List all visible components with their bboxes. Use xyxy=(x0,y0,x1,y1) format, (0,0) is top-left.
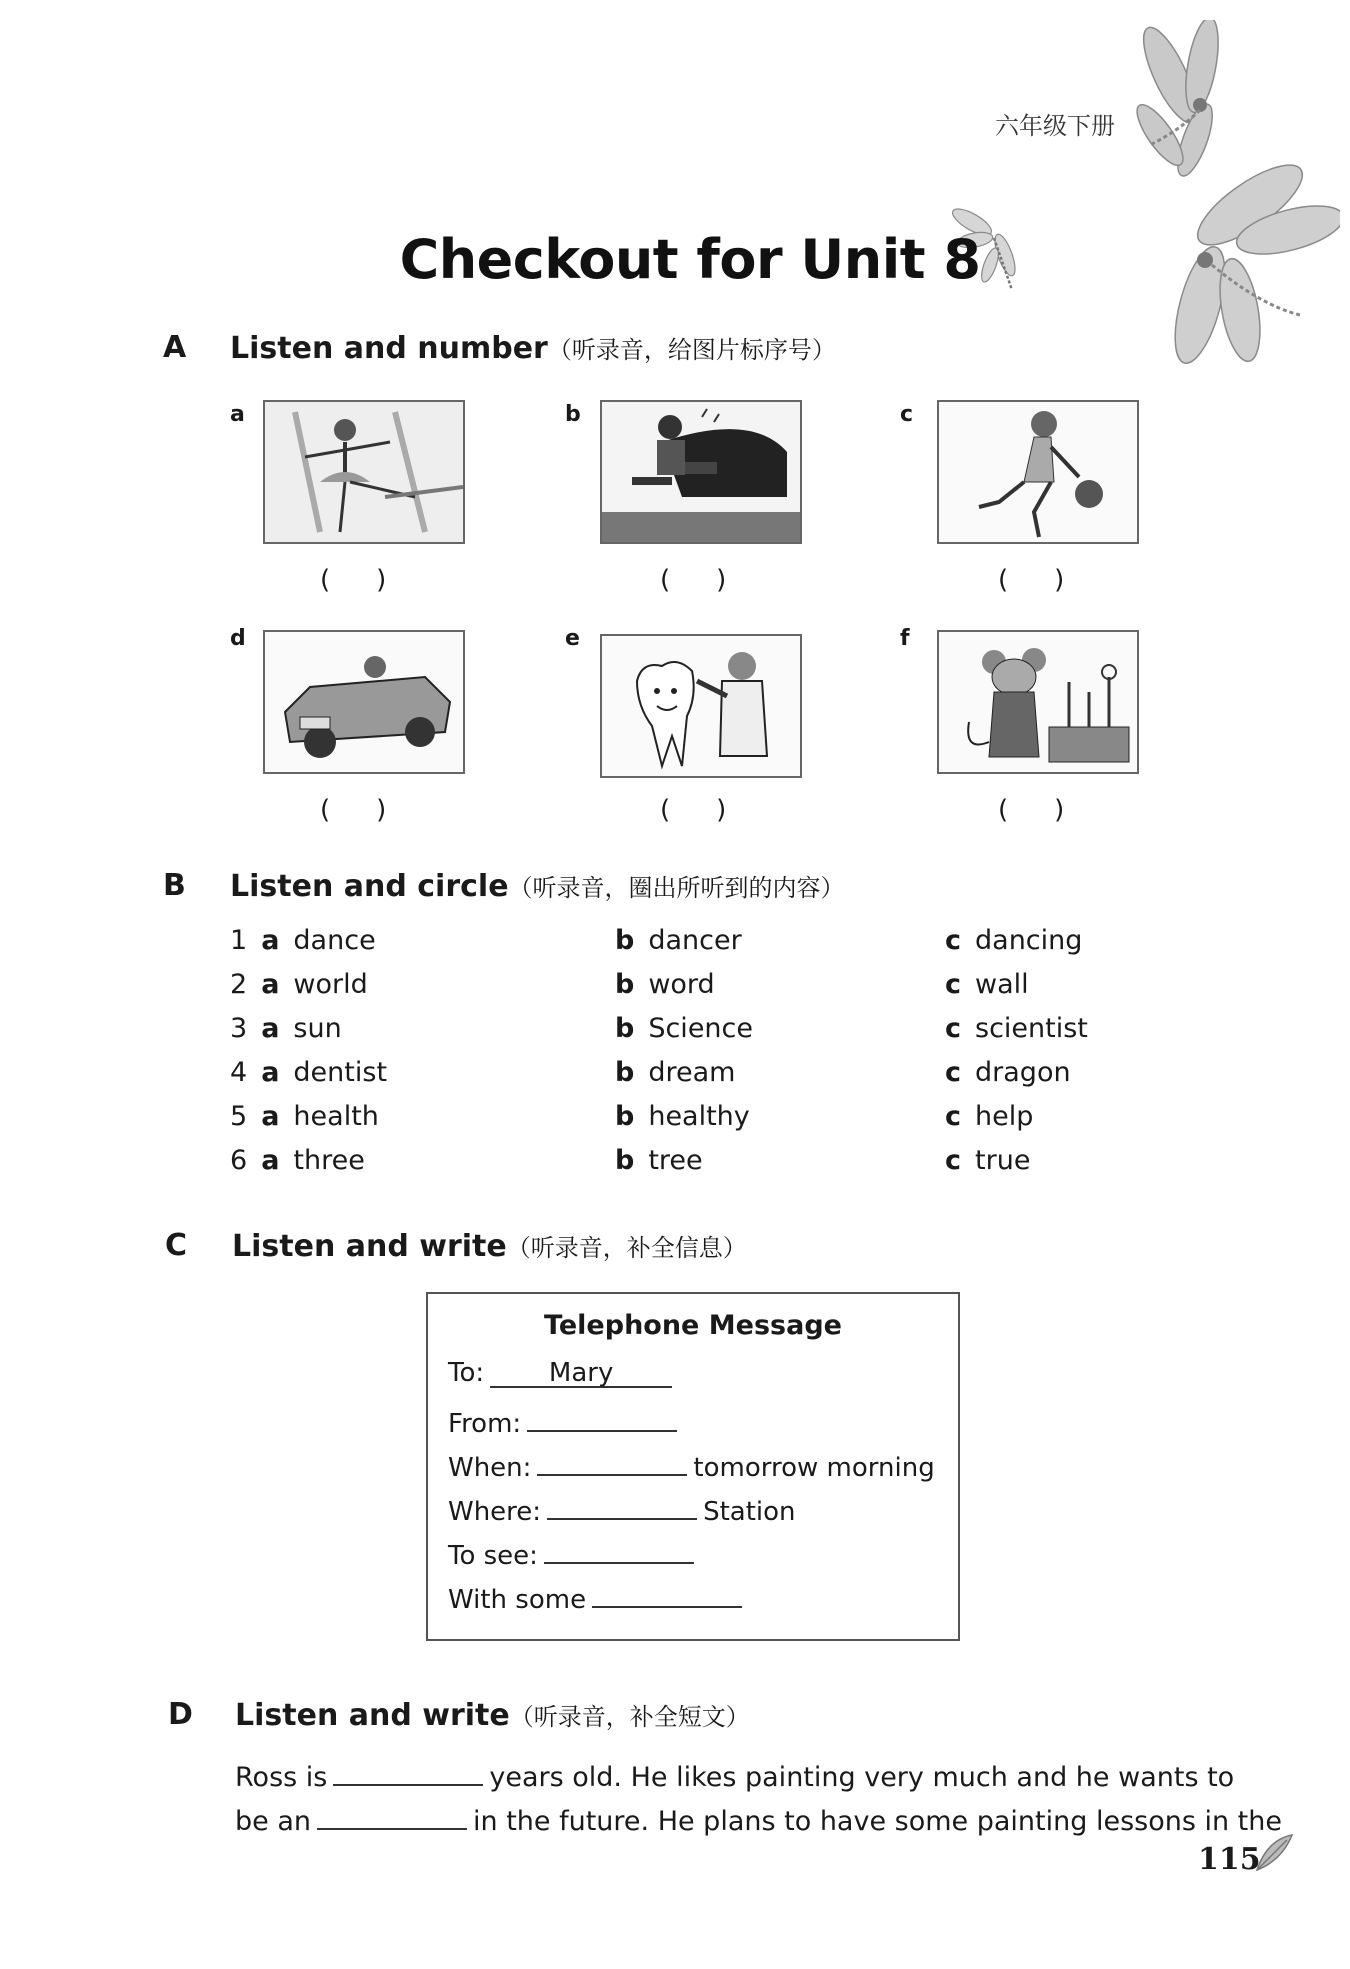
page-title: Checkout for Unit 8 xyxy=(399,228,981,291)
from-field[interactable] xyxy=(527,1402,677,1432)
list-item: 1 a dance b dancer c dancing xyxy=(230,925,1083,956)
section-a-letter: A xyxy=(163,330,187,365)
option-5a[interactable]: health xyxy=(293,1101,379,1132)
paragraph-line-2 xyxy=(235,1800,1282,1837)
picture-d-answer[interactable]: () xyxy=(320,795,433,825)
list-item: 5 a health b healthy c help xyxy=(230,1101,1034,1132)
section-b-heading xyxy=(230,868,845,904)
where-field[interactable] xyxy=(547,1490,697,1520)
from-label: From: xyxy=(448,1409,522,1439)
option-3b[interactable]: Science xyxy=(648,1013,753,1044)
option-4c[interactable]: dragon xyxy=(975,1057,1071,1088)
list-item: 6 a three b tree c true xyxy=(230,1145,1031,1176)
mouse-scientist-icon xyxy=(937,630,1139,774)
section-c-title: Listen and write xyxy=(232,1229,507,1264)
where-label: Where: xyxy=(448,1497,542,1527)
to-label: To: xyxy=(448,1358,485,1388)
section-a-title: Listen and number xyxy=(230,331,548,366)
picture-d-label: d xyxy=(230,626,246,651)
see-field[interactable] xyxy=(544,1534,694,1564)
option-1b[interactable]: dancer xyxy=(648,925,742,956)
option-6a[interactable]: three xyxy=(293,1145,365,1176)
job-field[interactable] xyxy=(317,1800,467,1830)
line2-end: in the future. He plans to have some painting lessons in the xyxy=(473,1806,1282,1837)
option-2c[interactable]: wall xyxy=(975,969,1029,1000)
when-suffix: tomorrow morning xyxy=(693,1453,935,1483)
section-c-heading xyxy=(232,1228,747,1264)
list-item: 2 a world b word c wall xyxy=(230,969,1029,1000)
line1-end: years old. He likes painting very much and he wants to xyxy=(489,1762,1235,1793)
ballet-dancer-icon xyxy=(263,400,465,544)
list-item: 3 a sun b Science c scientist xyxy=(230,1013,1088,1044)
leaf-icon xyxy=(1252,1830,1297,1875)
option-2b[interactable]: word xyxy=(648,969,715,1000)
picture-e-label: e xyxy=(565,626,580,651)
message-with-row xyxy=(448,1578,748,1615)
picture-a-label: a xyxy=(230,402,245,427)
section-d-subtitle: （听录音，补全短文） xyxy=(509,1703,750,1731)
message-from-row xyxy=(448,1402,683,1439)
see-label: To see: xyxy=(448,1541,538,1571)
with-label: With some xyxy=(448,1585,587,1615)
option-6c[interactable]: true xyxy=(975,1145,1031,1176)
section-d-letter: D xyxy=(168,1697,193,1732)
when-label: When: xyxy=(448,1453,532,1483)
picture-b-label: b xyxy=(565,402,581,427)
message-where-row xyxy=(448,1490,796,1527)
to-field[interactable]: Mary xyxy=(490,1358,672,1388)
section-a-subtitle: （听录音，给图片标序号） xyxy=(547,336,836,364)
circle-options-list xyxy=(230,925,1130,1189)
age-field[interactable] xyxy=(333,1756,483,1786)
option-3c[interactable]: scientist xyxy=(975,1013,1088,1044)
picture-e-answer[interactable]: () xyxy=(660,795,773,825)
picture-c-label: c xyxy=(900,402,914,427)
picture-c-answer[interactable]: () xyxy=(998,565,1111,595)
message-when-row xyxy=(448,1446,935,1483)
section-b-subtitle: （听录音，圈出所听到的内容） xyxy=(508,874,845,902)
option-5c[interactable]: help xyxy=(975,1101,1034,1132)
with-field[interactable] xyxy=(592,1578,742,1608)
line2-start: be an xyxy=(235,1806,311,1837)
picture-f-label: f xyxy=(900,626,910,651)
section-c-letter: C xyxy=(165,1228,188,1263)
option-6b[interactable]: tree xyxy=(648,1145,703,1176)
section-b-title: Listen and circle xyxy=(230,869,509,904)
section-d-title: Listen and write xyxy=(235,1698,510,1733)
option-1a[interactable]: dance xyxy=(293,925,376,956)
page-number: 115 xyxy=(1198,1842,1261,1877)
line1-start: Ross is xyxy=(235,1762,328,1793)
option-3a[interactable]: sun xyxy=(293,1013,342,1044)
telephone-message-box xyxy=(426,1292,960,1641)
section-d-heading xyxy=(235,1697,750,1733)
where-suffix: Station xyxy=(703,1497,796,1527)
pianist-icon xyxy=(600,400,802,544)
section-c-subtitle: （听录音，补全信息） xyxy=(506,1234,747,1262)
grade-label: 六年级下册 xyxy=(995,112,1115,140)
dentist-tooth-icon xyxy=(600,634,802,778)
picture-f-answer[interactable]: () xyxy=(998,795,1111,825)
option-4b[interactable]: dream xyxy=(648,1057,736,1088)
option-4a[interactable]: dentist xyxy=(293,1057,388,1088)
picture-b-answer[interactable]: () xyxy=(660,565,773,595)
section-b-letter: B xyxy=(163,868,186,903)
option-5b[interactable]: healthy xyxy=(648,1101,750,1132)
paragraph-line-1 xyxy=(235,1756,1234,1793)
option-2a[interactable]: world xyxy=(293,969,368,1000)
car-driver-icon xyxy=(263,630,465,774)
option-1c[interactable]: dancing xyxy=(975,925,1083,956)
when-field[interactable] xyxy=(537,1446,687,1476)
section-a-heading xyxy=(230,330,836,366)
message-to-row xyxy=(448,1358,678,1388)
basketball-player-icon xyxy=(937,400,1139,544)
message-see-row xyxy=(448,1534,700,1571)
picture-a-answer[interactable]: () xyxy=(320,565,433,595)
list-item: 4 a dentist b dream c dragon xyxy=(230,1057,1071,1088)
message-title: Telephone Message xyxy=(544,1310,842,1341)
dragonfly-decoration-icon xyxy=(1130,20,1340,380)
